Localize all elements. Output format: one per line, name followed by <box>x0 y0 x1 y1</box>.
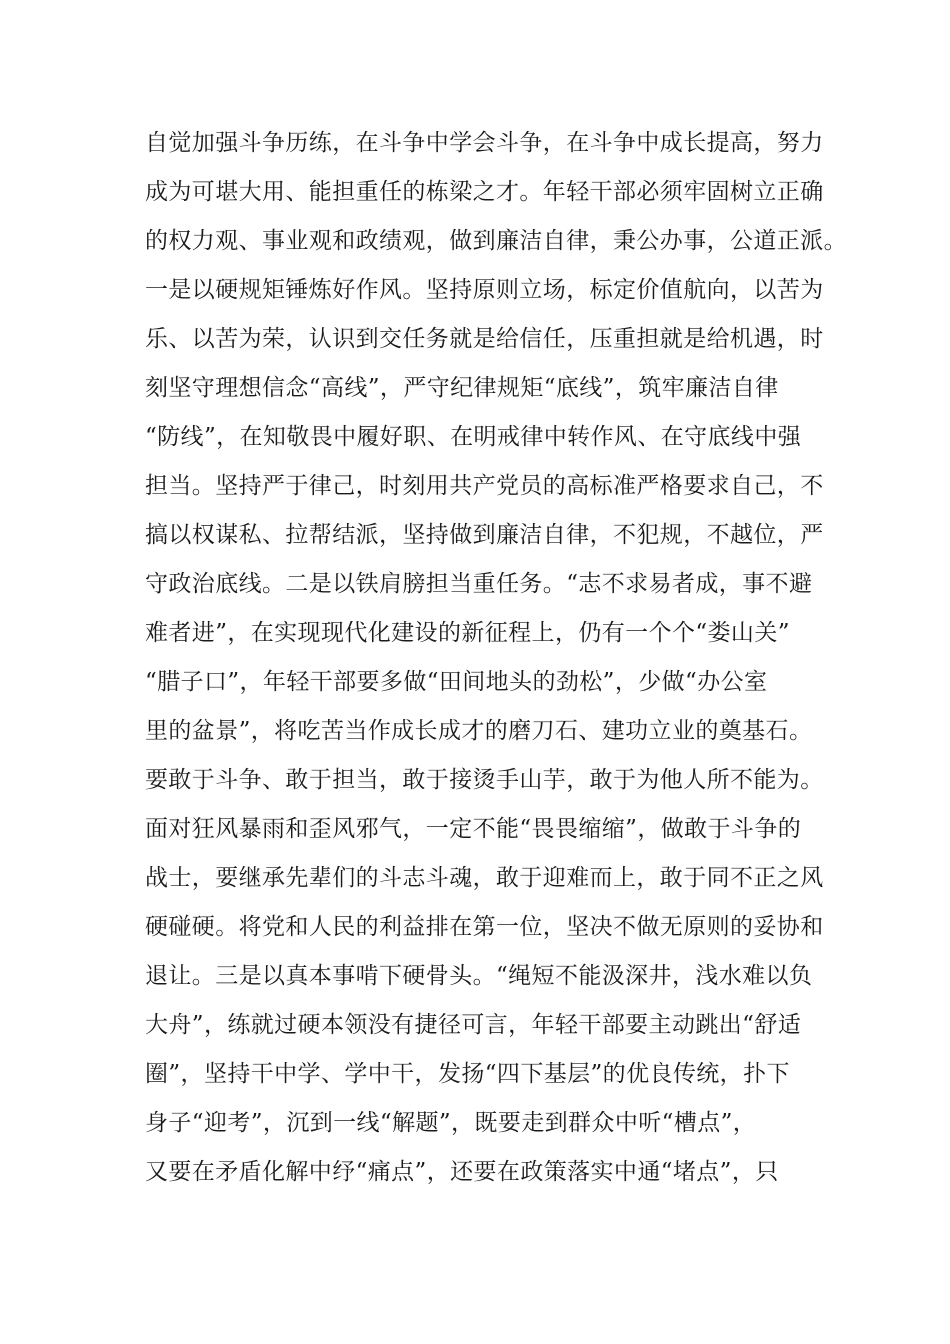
text-line: “腊子口”，年轻干部要多做“田间地头的劲松”，少做“办公室 <box>145 669 768 695</box>
text-line: 身子“迎考”，沉到一线“解题”，既要走到群众中听“槽点”， <box>145 1110 757 1136</box>
text-line: 退让。三是以真本事啃下硬骨头。“绳短不能汲深井，浅水难以负 <box>145 963 813 989</box>
text-line: 一是以硬规矩锤炼好作风。坚持原则立场，标定价值航向，以苦为 <box>145 277 824 303</box>
text-line: 难者进”，在实现现代化建设的新征程上，仍有一个个“娄山关” <box>145 620 790 646</box>
text-line: 自觉加强斗争历练，在斗争中学会斗争，在斗争中成长提高，努力 <box>145 130 824 156</box>
text-line: 刻坚守理想信念“高线”，严守纪律规矩“底线”，筑牢廉洁自律 <box>145 375 779 401</box>
text-line: 守政治底线。二是以铁肩膀担当重任务。“志不求易者成，事不避 <box>145 571 813 597</box>
text-line: “防线”，在知敬畏中履好职、在明戒律中转作风、在守底线中强 <box>145 424 802 450</box>
text-line: 圈”，坚持干中学、学中干，发扬“四下基层”的优良传统，扑下 <box>145 1061 790 1087</box>
text-line: 的权力观、事业观和政绩观，做到廉洁自律，秉公办事，公道正派。 <box>145 228 847 254</box>
text-line: 硬碰硬。将党和人民的利益排在第一位，坚决不做无原则的妥协和 <box>145 914 824 940</box>
text-line: 搞以权谋私、拉帮结派，坚持做到廉洁自律，不犯规，不越位，严 <box>145 522 824 548</box>
text-line: 担当。坚持严于律己，时刻用共产党员的高标准严格要求自己，不 <box>145 473 824 499</box>
text-line: 里的盆景”，将吃苦当作成长成才的磨刀石、建功立业的奠基石。 <box>145 718 813 744</box>
text-line: 乐、以苦为荣，认识到交任务就是给信任，压重担就是给机遇，时 <box>145 326 824 352</box>
text-line: 大舟”，练就过硬本领没有捷径可言，年轻干部要主动跳出“舒适 <box>145 1012 802 1038</box>
text-line: 战士，要继承先辈们的斗志斗魂，敢于迎难而上，敢于同不正之风 <box>145 865 824 891</box>
text-line: 要敢于斗争、敢于担当，敢于接烫手山芋，敢于为他人所不能为。 <box>145 767 824 793</box>
text-line: 面对狂风暴雨和歪风邪气，一定不能“畏畏缩缩”，做敢于斗争的 <box>145 816 802 842</box>
text-line: 成为可堪大用、能担重任的栋梁之才。年轻干部必须牢固树立正确 <box>145 179 824 205</box>
text-line: 又要在矛盾化解中纾“痛点”，还要在政策落实中通“堵点”，只 <box>145 1159 779 1185</box>
